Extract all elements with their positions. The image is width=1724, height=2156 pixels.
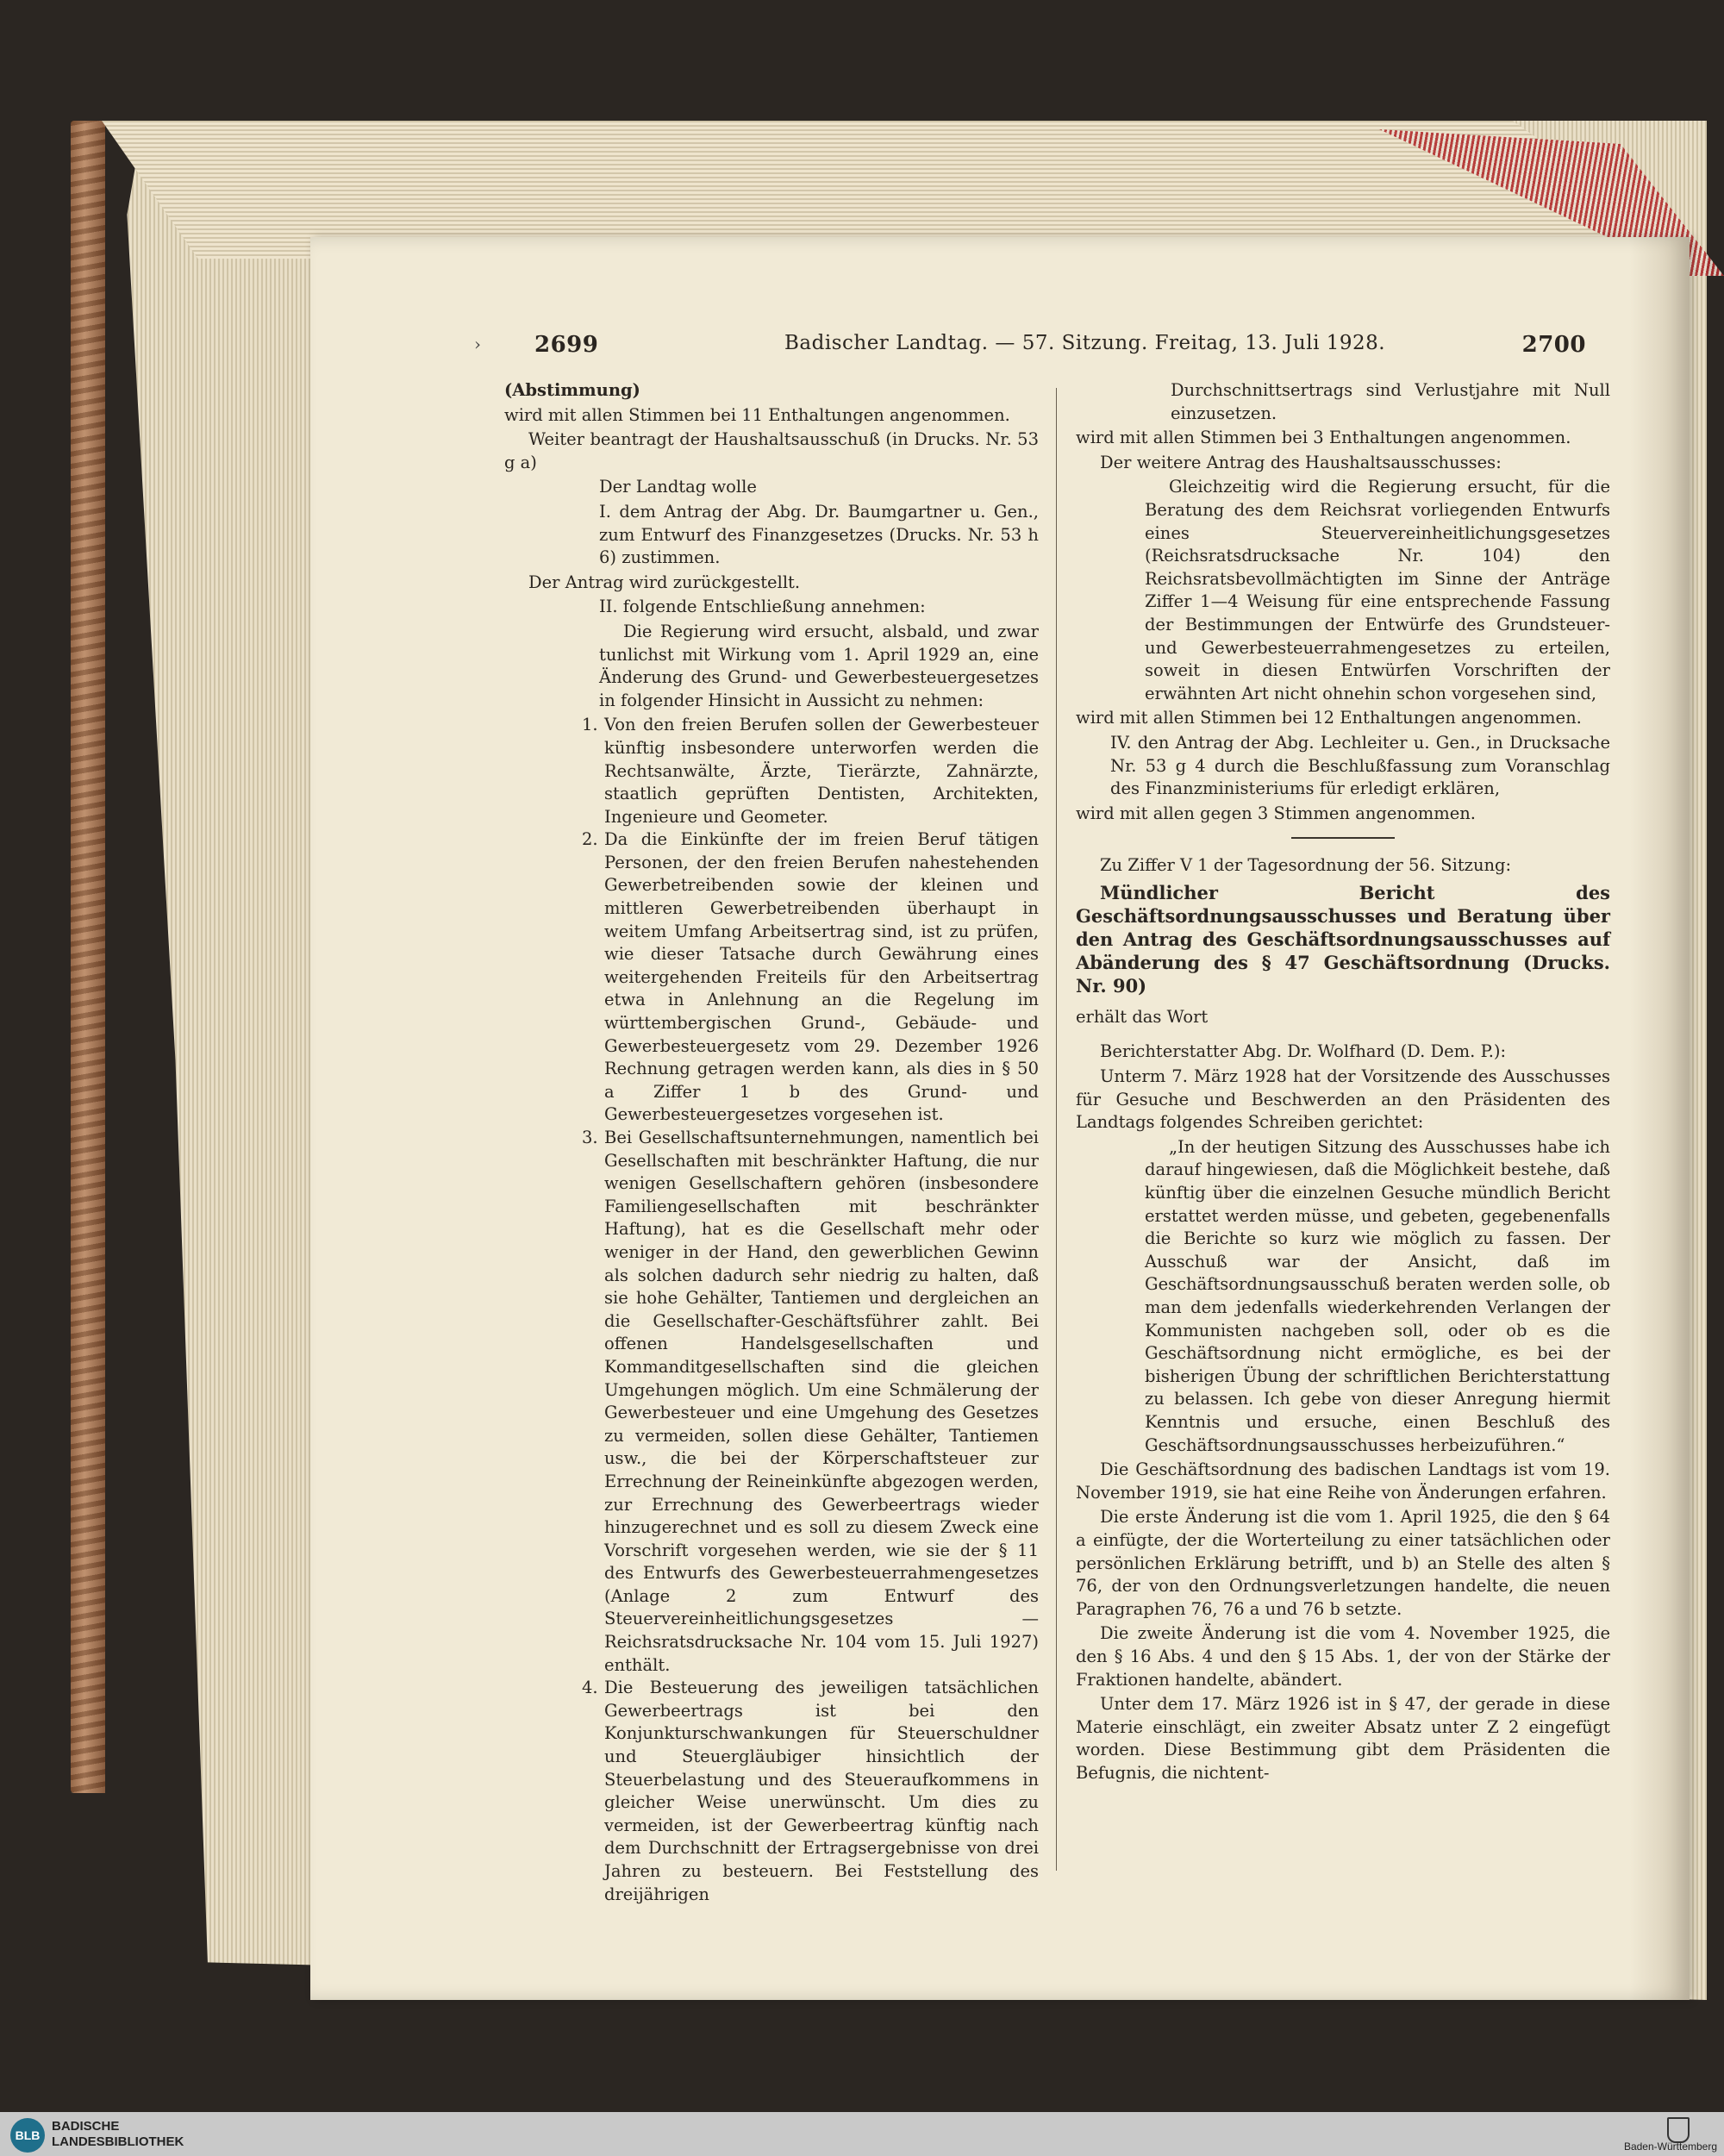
- book-spine: [71, 121, 105, 1793]
- book-page: [310, 237, 1690, 2000]
- paragraph: Durchschnittsertrags sind Verlustjahre mit Null einzusetzen.: [1171, 380, 1610, 423]
- paragraph: Der Antrag wird zurückgestellt.: [528, 572, 801, 592]
- paragraph: wird mit allen Stimmen bei 3 Enthaltungen angenommen.: [1076, 428, 1571, 448]
- paragraph: Der weitere Antrag des Haushaltsausschusses:: [1100, 452, 1502, 472]
- list-text: Da die Einkünfte der im freien Beruf tätigen Personen, der den freien Berufen nahestehenden Gewerbetreibenden sowie der kleinen und mittleren Gewerbetreibenden überhaupt in weitem Umfang Arbeitsertrag sind, ist zu prüfen, wie dieser Tatsache durch Gewährung eines weitergehenden Freiteils für den Arbeitsertrag etwa in Anlehnung an die Regelung im württembergischen Grund-, Gebäude- und Gewerbesteuergesetz vom 29. Dezember 1926 Rechnung getragen werden kann, als dies in § 50 a Ziffer 1 b des Grund- und Gewerbesteuergesetzes vorgesehen ist.: [604, 829, 1039, 1125]
- list-item: [582, 828, 1039, 1127]
- library-name-line2: LANDESBIBLIOTHEK: [52, 2134, 184, 2149]
- margin-mark: ›: [474, 334, 481, 354]
- paragraph: Gleichzeitig wird die Regierung ersucht, für die Beratung des dem Reichsrat vorliegenden Entwurfs eines Steuervereinheitlichungsgesetzes (Reichsratsdrucksache Nr. 104) den Reichsratsbevollmächtigten im Sinne der Anträge Ziffer 1—4 Weisung für eine entsprechende Fassung der Bestimmungen der Entwürfe des Grundsteuer- und Gewerbesteuerrahmengesetzes zu erteilen, soweit in diesen Entwürfen Vorschriften der erwähnten Art nicht ohnehin schon vorgesehen sind,: [1145, 477, 1610, 703]
- quoted-letter: „In der heutigen Sitzung des Ausschusses habe ich darauf hingewiesen, daß die Möglichkeit bestehe, daß künftig über die einzelnen Gesuche mündlich Bericht erstattet werden müsse, und gebeten, gegebenenfalls die Berichte so kurz wie möglich zu fassen. Der Ausschuß war der Ansicht, daß im Geschäftsordnungsausschuß beraten werden solle, ob man dem jedenfalls wiederkehrenden Verlangen der Kommunisten nachgeben soll, oder ob es die Geschäftsordnung nicht ermögliche, es bei der bisherigen Übung der schriftlichen Berichterstattung zu belassen. Ich gebe von dieser Anregung hiermit Kenntnis und ersuche, einen Beschluß des Geschäftsordnungsausschusses herbeizuführen.“: [1145, 1136, 1610, 1455]
- paragraph: Unterm 7. März 1928 hat der Vorsitzende des Ausschusses für Gesuche und Beschwerden an den Präsidenten des Landtags folgendes Schreiben gerichtet:: [1076, 1066, 1610, 1133]
- library-name: [52, 2119, 184, 2150]
- paragraph: wird mit allen Stimmen bei 11 Enthaltungen angenommen.: [504, 404, 1010, 425]
- page-number-right: 2700: [1521, 332, 1586, 358]
- state-label: Baden-Württemberg: [1623, 2140, 1717, 2153]
- paragraph: wird mit allen Stimmen bei 12 Enthaltungen angenommen.: [1076, 708, 1582, 728]
- paragraph: II. folgende Entschließung annehmen:: [599, 597, 926, 617]
- paragraph: Die Regierung wird ersucht, alsbald, und zwar tunlichst mit Wirkung vom 1. April 1929 an, eine Änderung des Grund- und Gewerbesteuergesetzes in folgender Hinsicht in Aussicht zu nehmen:: [599, 621, 1039, 710]
- paragraph: Unter dem 17. März 1926 ist in § 47, der gerade in diese Materie einschlägt, ein zweiter Absatz unter Z 2 eingefügt worden. Diese Bestimmung gibt dem Präsidenten die Befugnis, die nichtent-: [1076, 1694, 1610, 1783]
- agenda-line: Zu Ziffer V 1 der Tagesordnung der 56. Sitzung:: [1100, 855, 1512, 876]
- left-column: [504, 379, 1039, 1906]
- footer-bar: [0, 2112, 1724, 2156]
- page-curl-shadow: [1629, 237, 1690, 2000]
- right-column: [1076, 379, 1610, 1786]
- library-name-line1: BADISCHE: [52, 2119, 120, 2134]
- list-item: [582, 1127, 1039, 1677]
- list-item: [582, 1677, 1039, 1906]
- list-number: 3.: [582, 1128, 598, 1147]
- list-number: 4.: [582, 1678, 598, 1698]
- paragraph: I. dem Antrag der Abg. Dr. Baumgartner u. Gen., zum Entwurf des Finanzgesetzes (Drucks. Nr. 53 h 6) zustimmen.: [599, 501, 1039, 568]
- section-divider: [1291, 837, 1395, 839]
- section-label: (Abstimmung): [504, 380, 640, 400]
- running-title: Badischer Landtag. — 57. Sitzung. Freitag, 13. Juli 1928.: [784, 332, 1386, 354]
- list-number: 2.: [582, 829, 598, 850]
- list-text: Bei Gesellschaftsunternehmungen, namentlich bei Gesellschaften mit beschränkter Haftung, die nur wenigen Gesellschaftern gehören (insbesondere Familiengesellschaften mit beschränkter Haftung), hat es die Gesellschaft mehr oder weniger in der Hand, den gewerblichen Gewinn als solchen dadurch sehr niedrig zu halten, daß sie hohe Gehälter, Tantiemen und dergleichen an die Gesellschafter-Geschäftsführer zahlt. Bei offenen Handelsgesellschaften und Kommanditgesellschaften sind die gleichen Umgehungen möglich. Um eine Schmälerung der Gewerbesteuer und eine Umgehung des Gesetzes zu vermeiden, sollen diese Gehälter, Tantiemen usw., die bei der Körperschaftsteuer zur Errechnung der Reineinkünfte abgezogen werden, zur Errechnung des Gewerbeertrags wieder hinzugerechnet und es soll zu diesem Zweck eine Vorschrift vorgesehen werden, wie sie der § 11 des Entwurfs des Gewerbesteuerrahmengesetzes (Anlage 2 zum Entwurf des Steuervereinheitlichungsgesetzes — Reichsratsdrucksache Nr. 104 vom 15. Juli 1927) enthält.: [604, 1128, 1039, 1675]
- speaker-line: Berichterstatter Abg. Dr. Wolfhard (D. Dem. P.):: [1100, 1041, 1507, 1062]
- paragraph: IV. den Antrag der Abg. Lechleiter u. Gen., in Drucksache Nr. 53 g 4 durch die Beschlußfassung zum Voranschlag des Finanzministeriums für erledigt erklären,: [1110, 732, 1610, 799]
- paragraph: Der Landtag wolle: [599, 477, 757, 497]
- paragraph: Die zweite Änderung ist die vom 4. November 1925, die den § 16 Abs. 4 und den § 15 Abs. 1, der von der Stärke der Fraktionen handelte, abändert.: [1076, 1623, 1610, 1690]
- section-heading: Mündlicher Bericht des Geschäftsordnungsausschusses und Beratung über den Antrag des Geschäftsordnungsausschusses auf Abänderung des § 47 Geschäftsordnung (Drucks. Nr. 90): [1076, 881, 1610, 997]
- paragraph: Die erste Änderung ist die vom 1. April 1925, die den § 64 a einfügte, der die Worterteilung zu einer tatsächlichen oder persönlichen Erklärung betrifft, und b) an Stelle des alten § 76, der von den Ordnungsverletzungen handelte, die neuen Paragraphen 76, 76 a und 76 b setzte.: [1076, 1507, 1610, 1619]
- column-divider: [1056, 388, 1057, 1871]
- list-text: Die Besteuerung des jeweiligen tatsächlichen Gewerbeertrags ist bei den Konjunkturschwankungen für Steuerschuldner und Steuergläubiger hinsichtlich der Steuerbelastung und des Steueraufkommens in gleicher Weise unerwünscht. Um dies zu vermeiden, ist der Gewerbeertrag künftig nach dem Durchschnitt der Ertragsergebnisse von drei Jahren zu besteuern. Bei Feststellung des dreijährigen: [604, 1678, 1039, 1904]
- paragraph: Die Geschäftsordnung des badischen Landtags ist vom 19. November 1919, sie hat eine Reihe von Änderungen erfahren.: [1076, 1459, 1610, 1503]
- running-head: [534, 332, 1586, 366]
- page-number-left: 2699: [534, 332, 599, 358]
- paragraph: wird mit allen gegen 3 Stimmen angenommen.: [1076, 803, 1476, 823]
- list-number: 1.: [582, 715, 598, 735]
- coat-of-arms-icon: [1667, 2117, 1690, 2143]
- list-text: Von den freien Berufen sollen der Gewerbesteuer künftig insbesondere unterworfen werden die Rechtsanwälte, Ärzte, Tierärzte, Zahnärzte, staatlich geprüften Dentisten, Architekten, Ingenieure und Geometer.: [604, 715, 1039, 827]
- blb-logo-icon[interactable]: BLB: [10, 2118, 45, 2153]
- paragraph: erhält das Wort: [1076, 1006, 1209, 1027]
- paragraph: Weiter beantragt der Haushaltsausschuß (in Drucks. Nr. 53 g a): [504, 429, 1039, 472]
- list-item: [582, 714, 1039, 828]
